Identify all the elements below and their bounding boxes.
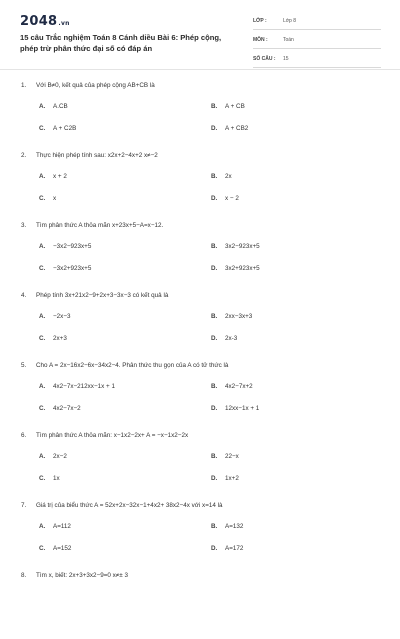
option-letter: B.: [211, 243, 218, 250]
option-letter: B.: [211, 383, 218, 390]
answer-option-b[interactable]: [211, 103, 245, 110]
option-text: 1x: [53, 475, 60, 482]
question-number: 7.: [21, 502, 27, 509]
option-letter: C.: [39, 195, 46, 202]
option-text: 2x−2: [53, 453, 67, 460]
option-letter: B.: [211, 523, 218, 530]
option-text: 2x-3: [225, 335, 238, 342]
option-letter: A.: [39, 523, 46, 530]
question-stem: Giá trị của biểu thức A = 52x+2x−32x−1+4x2+ 38x2−4x với x=14 là: [36, 502, 223, 509]
option-text: A=152: [53, 545, 72, 552]
answer-option-d[interactable]: [211, 195, 239, 202]
question-list: [0, 79, 400, 639]
option-letter: A.: [39, 453, 46, 460]
option-text: −3x2−923x+5: [53, 243, 92, 250]
question-stem: Cho A = 2x−16x2−6x−34x2−4. Phân thức thu gọn của A có tử thức là: [36, 362, 229, 369]
answer-option-d[interactable]: [211, 405, 259, 412]
option-letter: C.: [39, 335, 46, 342]
meta-value: Lớp 8: [283, 18, 297, 24]
meta-info: [253, 14, 381, 71]
option-letter: C.: [39, 405, 46, 412]
option-text: x − 2: [225, 195, 239, 202]
answer-option-d[interactable]: [211, 475, 239, 482]
option-text: A=112: [53, 523, 71, 530]
option-letter: B.: [211, 453, 218, 460]
answer-option-c[interactable]: [39, 405, 81, 412]
question-text: [21, 222, 381, 229]
option-letter: D.: [211, 265, 218, 272]
option-letter: D.: [211, 335, 218, 342]
option-text: A=132: [225, 523, 244, 530]
question-text: [21, 572, 381, 579]
option-text: 2x: [225, 173, 232, 180]
question-text: [21, 82, 381, 89]
option-text: x + 2: [53, 173, 67, 180]
question-number: 3.: [21, 222, 27, 229]
option-text: x: [53, 195, 57, 202]
meta-value: 15: [283, 56, 289, 62]
question-text: [21, 502, 381, 509]
option-letter: A.: [39, 173, 46, 180]
option-letter: B.: [211, 103, 218, 110]
question-text: [21, 432, 381, 439]
option-text: 3x2+923x+5: [225, 265, 260, 272]
answer-option-a[interactable]: [39, 523, 71, 530]
page-header: [0, 0, 400, 70]
answer-option-c[interactable]: [39, 125, 76, 132]
question-item: [0, 79, 400, 149]
option-text: A + CB2: [225, 125, 249, 132]
answer-option-c[interactable]: [39, 545, 71, 552]
question-number: 6.: [21, 432, 27, 439]
option-text: −3x2+923x+5: [53, 265, 92, 272]
option-letter: B.: [211, 173, 218, 180]
question-number: 1.: [21, 82, 27, 89]
option-text: A.CB: [53, 103, 68, 110]
question-text: [21, 362, 381, 369]
meta-label: SỐ CÂU :: [253, 56, 276, 62]
option-text: −2x−3: [53, 313, 71, 320]
question-number: 2.: [21, 152, 27, 159]
answer-option-b[interactable]: [211, 313, 252, 320]
answer-option-a[interactable]: [39, 243, 91, 250]
question-stem: Phép tính 3x+21x2−9+2x+3−3x−3 có kết quả là: [36, 292, 169, 299]
option-letter: C.: [39, 125, 46, 132]
option-text: 2x+3: [53, 335, 67, 342]
answer-option-b[interactable]: [211, 173, 232, 180]
question-text: [21, 152, 381, 159]
meta-row-class: [253, 14, 381, 30]
question-stem: Tìm phân thức A thỏa mãn x+23x+5−A=x−12.: [36, 222, 164, 229]
logo-suffix: .vn: [58, 20, 70, 27]
option-text: 2xx−3x+3: [225, 313, 253, 320]
question-number: 4.: [21, 292, 27, 299]
option-text: 22−x: [225, 453, 239, 460]
answer-option-a[interactable]: [39, 383, 115, 390]
answer-option-a[interactable]: [39, 453, 67, 460]
meta-label: LỚP :: [253, 18, 267, 24]
answer-option-d[interactable]: [211, 545, 243, 552]
question-item: [0, 149, 400, 219]
question-item: [0, 359, 400, 429]
question-item: [0, 219, 400, 289]
option-text: 4x2−7x+2: [225, 383, 253, 390]
option-letter: B.: [211, 313, 218, 320]
meta-value: Toán: [283, 37, 294, 43]
answer-option-c[interactable]: [39, 195, 56, 202]
option-text: A=172: [225, 545, 244, 552]
question-number: 5.: [21, 362, 27, 369]
question-item: [0, 499, 400, 569]
answer-option-b[interactable]: [211, 383, 253, 390]
option-letter: C.: [39, 265, 46, 272]
answer-option-b[interactable]: [211, 523, 243, 530]
question-item: [0, 289, 400, 359]
option-letter: C.: [39, 545, 46, 552]
answer-option-a[interactable]: [39, 313, 71, 320]
meta-row-count: [253, 52, 381, 68]
question-number: 8.: [21, 572, 27, 579]
question-stem: Với B≠0, kết quả của phép cộng AB+CB là: [36, 82, 155, 89]
option-letter: D.: [211, 125, 218, 132]
header-divider: [0, 69, 400, 70]
option-text: 4x2−7x−2: [53, 405, 81, 412]
document-title: 15 câu Trắc nghiệm Toán 8 Cánh diều Bài 6: Phép cộng, phép trừ phân thức đại số có đáp án: [20, 33, 222, 53]
option-text: 4x2−7x−212xx−1x + 1: [53, 383, 115, 390]
answer-option-d[interactable]: [211, 335, 237, 342]
answer-option-b[interactable]: [211, 453, 239, 460]
option-text: A + C2B: [53, 125, 77, 132]
question-stem: Tìm x, biết: 2x+3+3x2−9=0 x≠± 3: [36, 572, 128, 579]
question-item: [0, 569, 400, 639]
option-letter: D.: [211, 475, 218, 482]
option-text: A + CB: [225, 103, 245, 110]
option-letter: C.: [39, 475, 46, 482]
question-stem: Tìm phân thức A thỏa mãn: x−1x2−2x+ A = −x−1x2−2x: [36, 432, 189, 439]
question-text: [21, 292, 381, 299]
answer-option-d[interactable]: [211, 265, 260, 272]
option-letter: A.: [39, 243, 46, 250]
option-letter: D.: [211, 195, 218, 202]
option-letter: A.: [39, 103, 46, 110]
site-logo[interactable]: [20, 14, 70, 29]
logo-text: 2048: [20, 14, 58, 29]
option-letter: D.: [211, 545, 218, 552]
answer-option-c[interactable]: [39, 335, 67, 342]
option-letter: A.: [39, 313, 46, 320]
meta-label: MÔN :: [253, 37, 268, 43]
option-text: 1x+2: [225, 475, 239, 482]
answer-option-d[interactable]: [211, 125, 248, 132]
answer-option-c[interactable]: [39, 475, 60, 482]
answer-option-c[interactable]: [39, 265, 91, 272]
question-stem: Thực hiện phép tính sau: x2x+2−4x+2 x≠−2: [36, 152, 158, 159]
question-item: [0, 429, 400, 499]
option-letter: D.: [211, 405, 218, 412]
option-text: 12xx−1x + 1: [225, 405, 260, 412]
answer-option-a[interactable]: [39, 103, 68, 110]
answer-option-a[interactable]: [39, 173, 67, 180]
option-letter: A.: [39, 383, 46, 390]
answer-option-b[interactable]: [211, 243, 260, 250]
meta-row-subject: [253, 33, 381, 49]
option-text: 3x2−923x+5: [225, 243, 260, 250]
